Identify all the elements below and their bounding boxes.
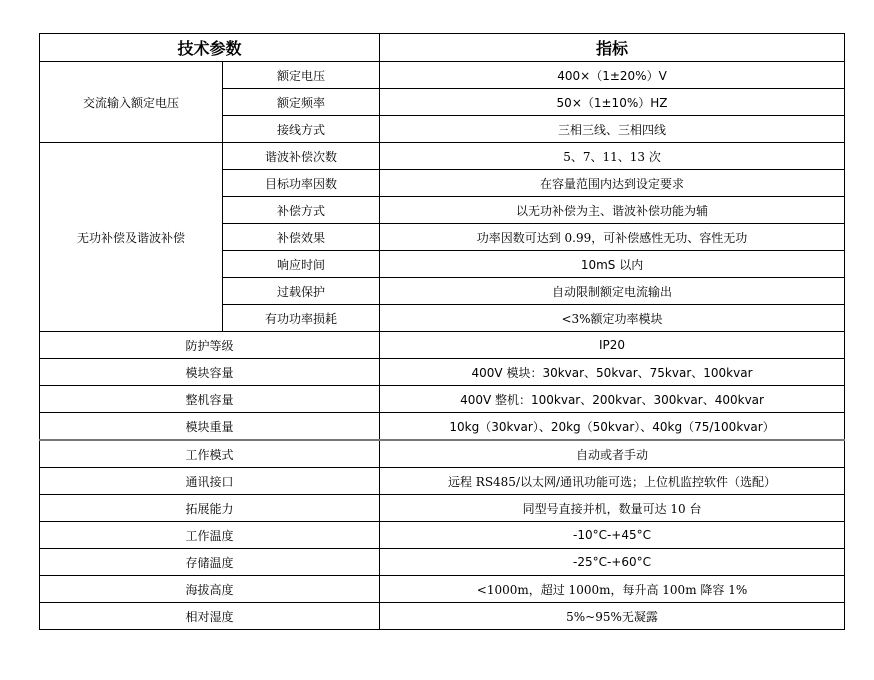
table-row [40,62,845,89]
header-value: 指标 [380,34,845,62]
table-row [40,468,845,495]
table-row [40,386,845,413]
value-cell: 同型号直接并机，数量可达 10 台 [380,495,845,522]
param-cell: 存储温度 [40,549,380,576]
value-cell: -10°C-+45°C [380,522,845,549]
value-cell: 自动或者手动 [380,440,845,468]
param-cell: 工作温度 [40,522,380,549]
value-cell: 在容量范围内达到设定要求 [380,170,845,197]
param-cell: 模块容量 [40,359,380,386]
value-cell: -25°C-+60°C [380,549,845,576]
value-cell: IP20 [380,332,845,359]
table-row [40,332,845,359]
param-cell: 整机容量 [40,386,380,413]
group-label: 无功补偿及谐波补偿 [40,143,223,332]
table-row [40,522,845,549]
param-cell: 过载保护 [223,278,380,305]
spec-table [39,33,845,630]
table-row [40,413,845,441]
param-cell: 接线方式 [223,116,380,143]
table-row [40,495,845,522]
param-cell: 额定频率 [223,89,380,116]
param-cell: 海拔高度 [40,576,380,603]
param-cell: 模块重量 [40,413,380,441]
value-cell: 400V 整机：100kvar、200kvar、300kvar、400kvar [380,386,845,413]
param-cell: 拓展能力 [40,495,380,522]
header-row [40,34,845,62]
value-cell: <3%额定功率模块 [380,305,845,332]
value-cell: 10mS 以内 [380,251,845,278]
param-cell: 额定电压 [223,62,380,89]
param-cell: 补偿效果 [223,224,380,251]
param-cell: 工作模式 [40,440,380,468]
param-cell: 通讯接口 [40,468,380,495]
param-cell: 有功功率损耗 [223,305,380,332]
header-param: 技术参数 [40,34,380,62]
param-cell: 谐波补偿次数 [223,143,380,170]
value-cell: <1000m，超过 1000m，每升高 100m 降容 1% [380,576,845,603]
table-row [40,549,845,576]
param-cell: 防护等级 [40,332,380,359]
value-cell: 400V 模块：30kvar、50kvar、75kvar、100kvar [380,359,845,386]
value-cell: 以无功补偿为主、谐波补偿功能为辅 [380,197,845,224]
table-row [40,359,845,386]
param-cell: 补偿方式 [223,197,380,224]
table-row [40,603,845,630]
value-cell: 三相三线、三相四线 [380,116,845,143]
group-label: 交流输入额定电压 [40,62,223,143]
value-cell: 10kg（30kvar）、20kg（50kvar）、40kg（75/100kvar） [380,413,845,441]
value-cell: 5%~95%无凝露 [380,603,845,630]
value-cell: 自动限制额定电流输出 [380,278,845,305]
param-cell: 响应时间 [223,251,380,278]
table-row [40,440,845,468]
value-cell: 功率因数可达到 0.99，可补偿感性无功、容性无功 [380,224,845,251]
value-cell: 远程 RS485/以太网/通讯功能可选；上位机监控软件（选配） [380,468,845,495]
table-row [40,143,845,170]
param-cell: 目标功率因数 [223,170,380,197]
table-row [40,576,845,603]
param-cell: 相对湿度 [40,603,380,630]
value-cell: 50×（1±10%）HZ [380,89,845,116]
value-cell: 400×（1±20%）V [380,62,845,89]
value-cell: 5、7、11、13 次 [380,143,845,170]
